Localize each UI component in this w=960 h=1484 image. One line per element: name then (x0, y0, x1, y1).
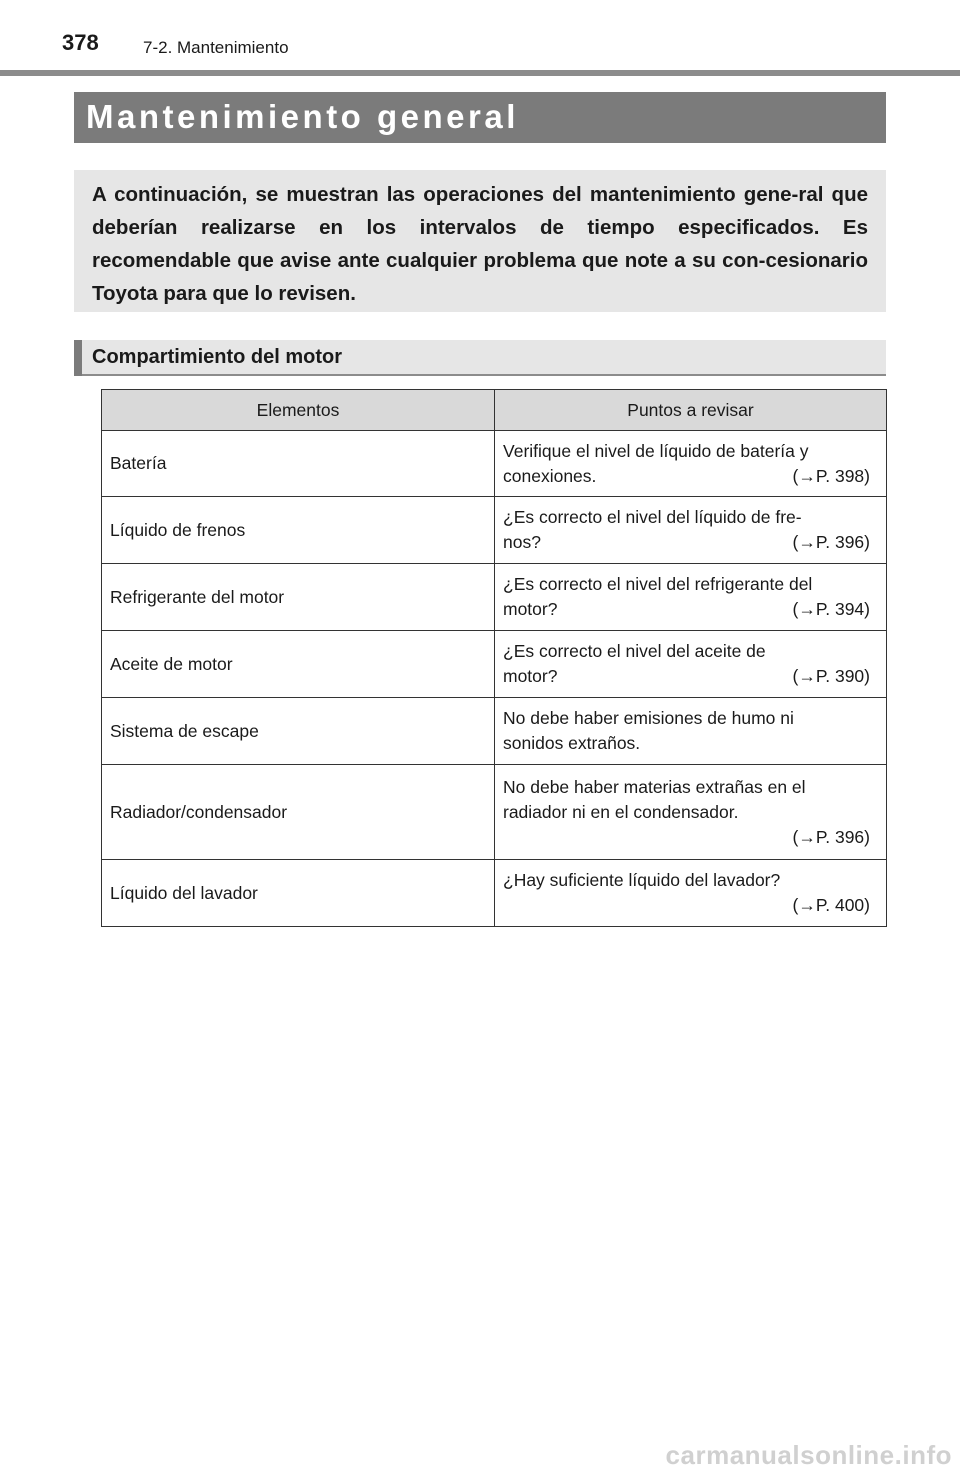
intro-box (74, 170, 886, 312)
row-item: Refrigerante del motor (102, 564, 495, 631)
row-item: Líquido del lavador (102, 860, 495, 927)
check-text: ¿Hay suficiente líquido del lavador? (503, 870, 781, 890)
check-text-end: motor? (503, 666, 558, 686)
page-reference: (→P. 398) (792, 465, 870, 486)
subsection-title: Compartimiento del motor (92, 346, 343, 368)
watermark: carmanualsonline.info (665, 1440, 952, 1470)
row-item: Batería (102, 431, 495, 497)
row-item: Líquido de frenos (102, 497, 495, 564)
column-header-checks: Puntos a revisar (495, 390, 887, 431)
table-row (102, 765, 887, 860)
check-text: No debe haber emisiones de humo ni (503, 708, 794, 728)
page-reference: (→P. 390) (792, 666, 870, 686)
row-check (495, 431, 887, 497)
check-last-line (503, 530, 872, 555)
check-text-end: radiador ni en el condensador. (503, 801, 739, 822)
title-bar (74, 92, 886, 143)
row-check (495, 698, 887, 765)
row-check (495, 631, 887, 698)
table-row (102, 631, 887, 698)
maintenance-table (101, 389, 887, 927)
page-reference: (→P. 394) (792, 599, 870, 619)
check-text: Verifique el nivel de líquido de batería y (503, 440, 809, 461)
check-text: ¿Es correcto el nivel del aceite de (503, 641, 766, 661)
section-label: 7-2. Mantenimiento (143, 38, 289, 57)
header-rule (0, 70, 960, 76)
row-check (495, 497, 887, 564)
row-item: Aceite de motor (102, 631, 495, 698)
check-text: ¿Es correcto el nivel del líquido de fre- (503, 507, 802, 527)
check-text: No debe haber materias extrañas en el (503, 776, 806, 797)
page-reference: (→P. 396) (792, 532, 870, 552)
check-text-end: motor? (503, 599, 558, 619)
row-check (495, 860, 887, 927)
check-text-end: sonidos extraños. (503, 733, 641, 753)
check-last-line (503, 464, 872, 489)
check-last-line (503, 664, 872, 689)
page-title: Mantenimiento general (86, 98, 519, 135)
intro-text: A continuación, se muestran las operaciones del mantenimiento gene-ral que deberían realizarse en los intervalos de tiempo especificados. Es recomendable que avise ante cualquier problema que note a su con-cesionario Toyota para que lo revisen. (92, 183, 868, 305)
table-row (102, 497, 887, 564)
check-text-end: conexiones. (503, 465, 597, 486)
page-number: 378 (62, 30, 99, 55)
check-text: ¿Es correcto el nivel del refrigerante del (503, 574, 813, 594)
row-check (495, 564, 887, 631)
table-row (102, 698, 887, 765)
check-last-line (503, 597, 872, 622)
column-header-elements: Elementos (102, 390, 495, 431)
page-reference: (→P. 400) (792, 895, 870, 915)
table-row (102, 860, 887, 927)
page-header (0, 0, 960, 78)
table-row (102, 564, 887, 631)
subsection-heading (74, 340, 886, 376)
check-text-end: nos? (503, 532, 541, 552)
row-item: Sistema de escape (102, 698, 495, 765)
page-reference: (→P. 396) (792, 826, 870, 847)
row-check (495, 765, 887, 860)
table-row (102, 431, 887, 497)
row-item: Radiador/condensador (102, 765, 495, 860)
table-header-row (102, 390, 887, 431)
subsection-accent (74, 340, 82, 376)
